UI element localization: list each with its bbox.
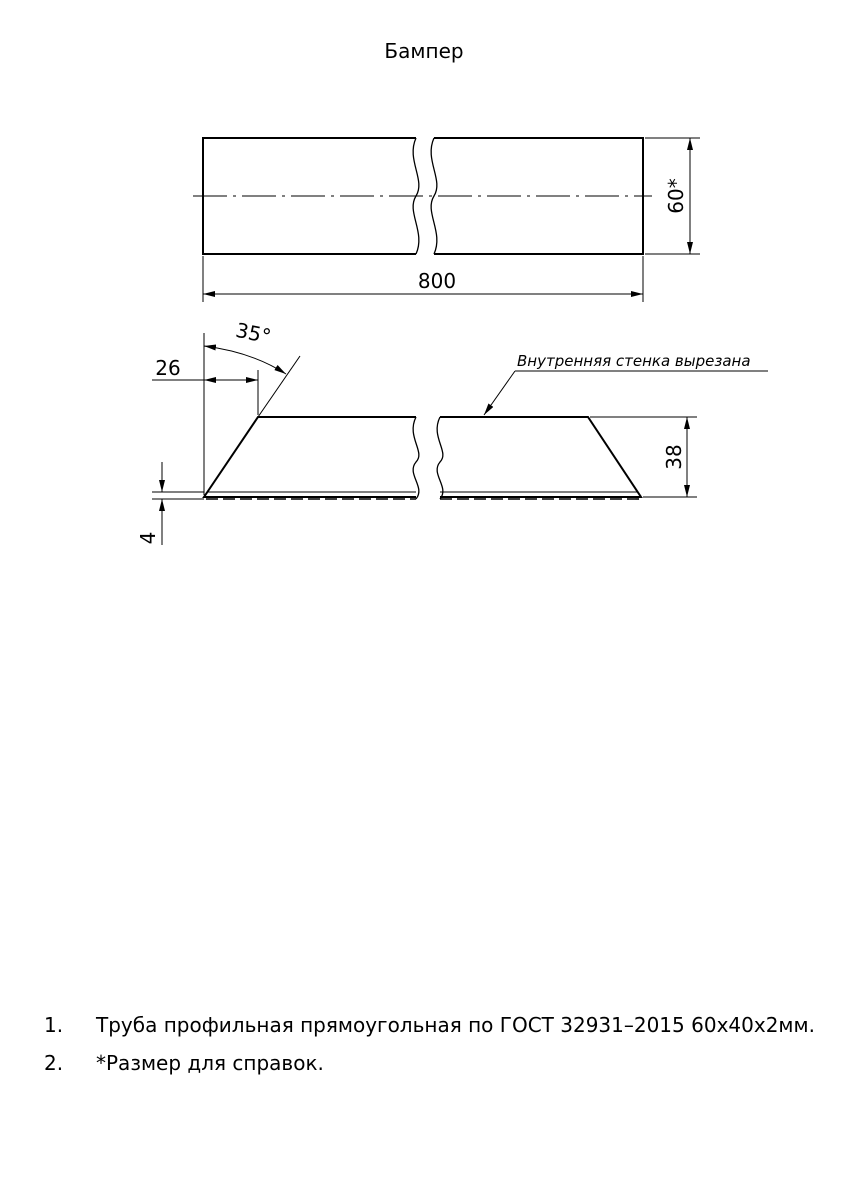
side-view-left-part <box>204 417 416 497</box>
offset-dimension-value: 26 <box>155 356 181 380</box>
side-view-right-part <box>440 417 641 497</box>
notes-list <box>44 1006 834 1082</box>
angle-dimension-value: 35° <box>233 317 274 349</box>
note-text: *Размер для справок. <box>96 1051 324 1075</box>
wall-dimension-value: 4 <box>136 531 160 545</box>
break-line-left <box>413 417 419 499</box>
break-line-right <box>437 417 443 499</box>
angle-dimension-arc <box>204 346 286 374</box>
drawing-title: Бампер <box>384 39 464 63</box>
note-item <box>44 1044 834 1082</box>
length-dimension-value: 800 <box>417 269 457 293</box>
leader-note-text: Внутренняя стенка вырезана <box>517 352 751 370</box>
note-text: Труба профильная прямоугольная по ГОСТ 32931–2015 60х40х2мм. <box>96 1013 815 1037</box>
note-item <box>44 1006 834 1044</box>
leader-line <box>484 371 515 415</box>
note-number: 1. <box>44 1013 64 1037</box>
note-number: 2. <box>44 1051 64 1075</box>
height-dimension-value: 38 <box>662 444 686 470</box>
height-dimension-value: 60* <box>664 178 688 214</box>
angle-extension-line <box>258 356 300 417</box>
